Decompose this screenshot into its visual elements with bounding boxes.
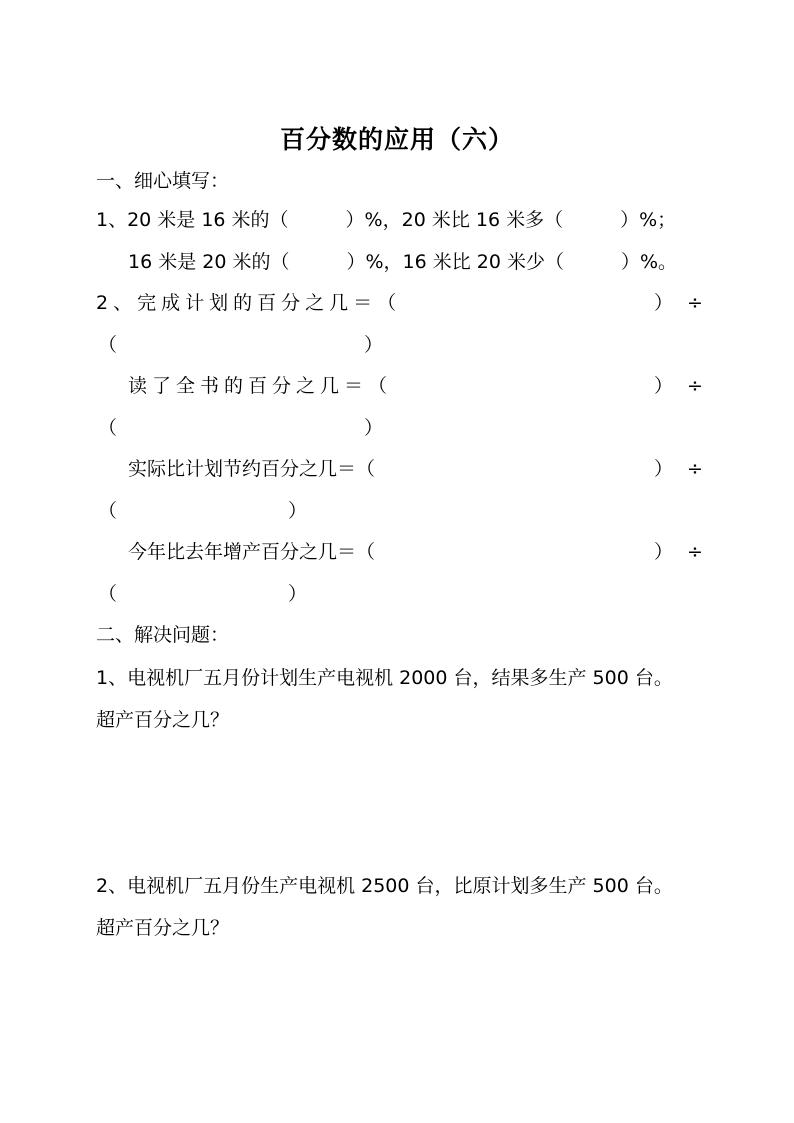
section2-heading: 二、解决问题： [96, 624, 230, 646]
section1-heading: 一、细心填写： [96, 170, 230, 192]
q1-line2: 16 米是 20 米的（ ）%，16 米比 20 米少（ ）%。 [128, 251, 678, 273]
q1-line1: 1、20 米是 16 米的（ ）%，20 米比 16 米多（ ）%； [96, 209, 677, 231]
q2-item3-close-div: ）÷ [654, 458, 717, 480]
q2-item2-label: 读了全书的百分之几＝（ [128, 375, 393, 397]
q2-item3-second-paren: （ ） [98, 500, 308, 522]
q2-item4-close-div: ）÷ [654, 541, 717, 563]
q2-item1-close-div: ）÷ [654, 292, 717, 314]
problem2-line1: 2、电视机厂五月份生产电视机 2500 台，比原计划多生产 500 台。 [96, 875, 673, 897]
problem1-line1: 1、电视机厂五月份计划生产电视机 2000 台，结果多生产 500 台。 [96, 667, 673, 689]
page-title: 百分数的应用（六） [279, 125, 514, 154]
q2-item2-second-paren: （ ） [98, 417, 384, 439]
q2-item3-label: 实际比计划节约百分之几＝（ [128, 458, 376, 480]
problem1-line2: 超产百分之几？ [96, 709, 230, 731]
q2-item2-close-div: ）÷ [654, 375, 717, 397]
problem2-line2: 超产百分之几？ [96, 917, 230, 939]
q2-item4-label: 今年比去年增产百分之几＝（ [128, 541, 376, 563]
q2-item1-second-paren: （ ） [98, 334, 384, 356]
q2-item4-second-paren: （ ） [98, 583, 308, 605]
q2-item1-label: 2、完成计划的百分之几＝（ [96, 292, 402, 314]
